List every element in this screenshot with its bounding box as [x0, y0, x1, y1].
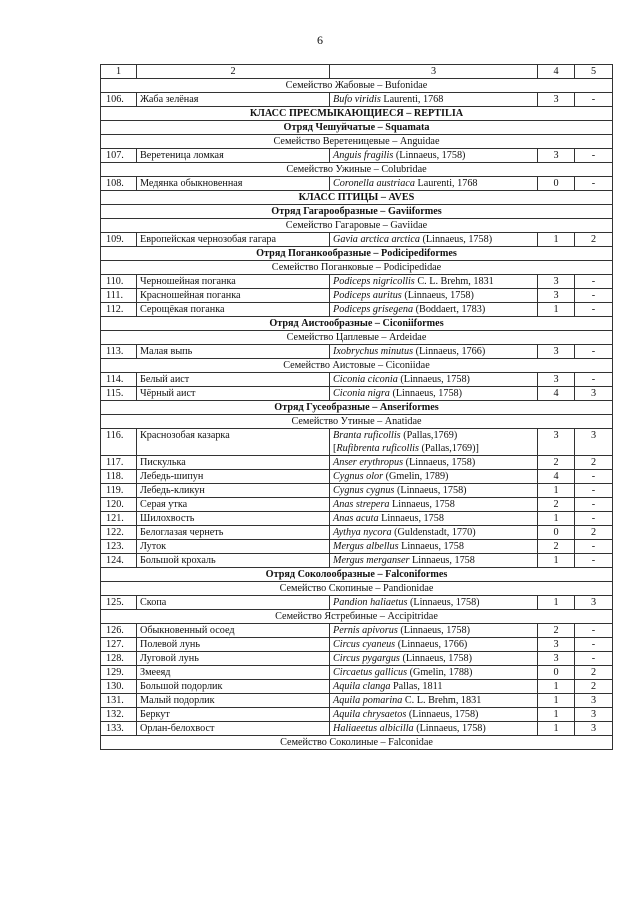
species-row [101, 526, 613, 540]
status-category: 1 [538, 512, 575, 526]
status-category: 2 [538, 624, 575, 638]
taxon-author: C. L. Brehm, 1831 [417, 276, 494, 287]
status-category: 0 [538, 666, 575, 680]
species-row [101, 596, 613, 610]
species-row [101, 694, 613, 708]
row-number: 130. [101, 680, 137, 694]
species-common-name: Большой подорлик [137, 680, 330, 694]
status-category: 1 [538, 484, 575, 498]
species-common-name: Серощёкая поганка [137, 303, 330, 317]
row-number: 133. [101, 722, 137, 736]
species-row [101, 540, 613, 554]
taxon-heading: Отряд Гагарообразные – Gaviiformes [101, 205, 613, 219]
status-category-2: - [575, 345, 613, 359]
species-common-name: Чёрный аист [137, 387, 330, 401]
status-category-2: - [575, 470, 613, 484]
row-number: 127. [101, 638, 137, 652]
status-category-2: - [575, 540, 613, 554]
taxon-author: (Guldenstadt, 1770) [394, 527, 476, 538]
column-header: 3 [330, 65, 538, 79]
species-common-name: Луток [137, 540, 330, 554]
taxon-heading-row [101, 191, 613, 205]
species-latin-cell [330, 540, 538, 554]
family-heading-row [101, 582, 613, 596]
latin-name: Cygnus olor [333, 471, 384, 482]
row-number: 120. [101, 498, 137, 512]
row-number: 116. [101, 429, 137, 456]
status-category-2: - [575, 289, 613, 303]
row-number: 112. [101, 303, 137, 317]
species-common-name: Лебедь-кликун [137, 484, 330, 498]
species-latin-cell [330, 373, 538, 387]
species-common-name: Европейская чернозобая гагара [137, 233, 330, 247]
taxon-author: Linnaeus, 1758 [381, 513, 444, 524]
species-row [101, 429, 613, 456]
family-heading: Семейство Гагаровые – Gaviidae [101, 219, 613, 233]
latin-name: Podiceps auritus [333, 290, 402, 301]
status-category-2: 2 [575, 526, 613, 540]
species-common-name: Жаба зелёная [137, 93, 330, 107]
family-heading-row [101, 79, 613, 93]
row-number: 125. [101, 596, 137, 610]
species-latin-cell [330, 456, 538, 470]
status-category-2: 3 [575, 387, 613, 401]
taxon-heading-row [101, 107, 613, 121]
latin-name: Bufo viridis [333, 94, 381, 105]
taxon-author: (Linnaeus, 1758) [404, 290, 474, 301]
taxon-author: Linnaeus, 1758 [401, 541, 464, 552]
status-category: 3 [538, 638, 575, 652]
row-number: 118. [101, 470, 137, 484]
species-latin-cell [330, 554, 538, 568]
species-common-name: Шилохвость [137, 512, 330, 526]
species-common-name: Белоглазая чернеть [137, 526, 330, 540]
row-number: 111. [101, 289, 137, 303]
latin-name: Ciconia nigra [333, 388, 390, 399]
taxon-heading-row [101, 247, 613, 261]
taxon-author: (Linnaeus, 1766) [415, 346, 486, 357]
family-heading: Семейство Ужиные – Colubridae [101, 163, 613, 177]
latin-name: Aythya nycora [333, 527, 392, 538]
row-number: 114. [101, 373, 137, 387]
status-category: 0 [538, 526, 575, 540]
latin-name: Branta ruficollis [333, 430, 401, 441]
taxon-heading-row [101, 568, 613, 582]
column-header: 2 [137, 65, 330, 79]
species-latin-cell [330, 387, 538, 401]
latin-name: Aquila chrysaetos [333, 709, 407, 720]
taxon-heading: Отряд Аистообразные – Ciconiiformes [101, 317, 613, 331]
species-common-name: Малый подорлик [137, 694, 330, 708]
row-number: 115. [101, 387, 137, 401]
taxon-author: (Linnaeus, 1758) [400, 625, 470, 636]
row-number: 132. [101, 708, 137, 722]
page-number: 6 [317, 33, 323, 47]
family-heading-row [101, 261, 613, 275]
taxon-author: (Pallas,1769) [403, 430, 458, 441]
row-number: 109. [101, 233, 137, 247]
family-heading-row [101, 331, 613, 345]
status-category-2: - [575, 512, 613, 526]
status-category: 1 [538, 694, 575, 708]
species-latin-cell [330, 708, 538, 722]
species-common-name: Черношейная поганка [137, 275, 330, 289]
family-heading-row [101, 736, 613, 750]
taxon-heading-row [101, 205, 613, 219]
taxon-heading: Отряд Поганкообразные – Podicipediformes [101, 247, 613, 261]
species-row [101, 303, 613, 317]
species-latin-cell [330, 498, 538, 512]
latin-name: Pernis apivorus [333, 625, 398, 636]
latin-name: Pandion haliaetus [333, 597, 408, 608]
status-category: 2 [538, 456, 575, 470]
taxon-author: Laurenti, 1768 [383, 94, 444, 105]
status-category: 1 [538, 303, 575, 317]
species-latin-cell [330, 596, 538, 610]
status-category: 3 [538, 652, 575, 666]
species-latin-cell [330, 177, 538, 191]
species-common-name: Скопа [137, 596, 330, 610]
family-heading: Семейство Утиные – Anatidae [101, 415, 613, 429]
status-category-2: - [575, 177, 613, 191]
species-common-name: Белый аист [137, 373, 330, 387]
species-row [101, 498, 613, 512]
taxon-author: C. L. Brehm, 1831 [404, 695, 482, 706]
latin-name: Podiceps nigricollis [333, 276, 415, 287]
species-row [101, 289, 613, 303]
species-latin-cell [330, 93, 538, 107]
latin-name: Haliaeetus albicilla [333, 723, 414, 734]
family-heading: Семейство Ястребиные – Accipitridae [101, 610, 613, 624]
family-heading-row [101, 135, 613, 149]
column-header: 4 [538, 65, 575, 79]
species-common-name: Серая утка [137, 498, 330, 512]
latin-name: Mergus merganser [333, 555, 410, 566]
status-category-2: 3 [575, 596, 613, 610]
species-latin-cell: Branta ruficollis (Pallas,1769) [Rufibrenta ruficollis (Pallas,1769)] [330, 429, 538, 456]
species-latin-cell [330, 233, 538, 247]
row-number: 122. [101, 526, 137, 540]
column-header: 1 [101, 65, 137, 79]
row-number: 131. [101, 694, 137, 708]
status-category-2: - [575, 373, 613, 387]
species-common-name: Лебедь-шипун [137, 470, 330, 484]
species-row [101, 484, 613, 498]
latin-name: Aquila pomarina [333, 695, 403, 706]
status-category-2: - [575, 484, 613, 498]
row-number: 128. [101, 652, 137, 666]
taxon-author: Linnaeus, 1758 [412, 555, 475, 566]
status-category: 3 [538, 373, 575, 387]
taxon-author: Linnaeus, 1758 [392, 499, 455, 510]
taxon-heading: Отряд Соколообразные – Falconiformes [101, 568, 613, 582]
row-number: 108. [101, 177, 137, 191]
species-row [101, 177, 613, 191]
table-header-row [101, 65, 613, 79]
taxon-heading: Отряд Гусеобразные – Anseriformes [101, 401, 613, 415]
taxon-author: (Gmelin, 1788) [409, 667, 473, 678]
species-row [101, 554, 613, 568]
species-row [101, 387, 613, 401]
status-category-2: - [575, 624, 613, 638]
latin-name: Aquila clanga [333, 681, 391, 692]
row-number: 121. [101, 512, 137, 526]
species-row [101, 345, 613, 359]
family-heading: Семейство Жабовые – Bufonidae [101, 79, 613, 93]
species-latin-cell [330, 722, 538, 736]
latin-name: Anas acuta [333, 513, 379, 524]
species-row [101, 275, 613, 289]
status-category: 0 [538, 177, 575, 191]
species-latin-cell [330, 624, 538, 638]
status-category-2: 2 [575, 680, 613, 694]
status-category: 1 [538, 708, 575, 722]
status-category: 3 [538, 275, 575, 289]
species-common-name: Обыкновенный осоед [137, 624, 330, 638]
species-row [101, 93, 613, 107]
row-number: 129. [101, 666, 137, 680]
family-heading-row [101, 219, 613, 233]
species-common-name: Красношейная поганка [137, 289, 330, 303]
species-row [101, 652, 613, 666]
latin-name: Circus pygargus [333, 653, 400, 664]
taxon-author: Pallas, 1811 [393, 681, 443, 692]
taxon-heading-row [101, 401, 613, 415]
latin-name: Circus cyaneus [333, 639, 396, 650]
status-category: 4 [538, 470, 575, 484]
species-common-name: Малая выпь [137, 345, 330, 359]
latin-name: Mergus albellus [333, 541, 399, 552]
species-latin-cell [330, 638, 538, 652]
status-category-2: 2 [575, 233, 613, 247]
family-heading-row [101, 163, 613, 177]
latin-name: Anser erythropus [333, 457, 404, 468]
row-number: 113. [101, 345, 137, 359]
latin-name: Circaetus gallicus [333, 667, 408, 678]
species-common-name: Полевой лунь [137, 638, 330, 652]
family-heading: Семейство Скопиные – Pandionidae [101, 582, 613, 596]
status-category-2: 3 [575, 708, 613, 722]
species-latin-cell [330, 694, 538, 708]
latin-name: Anas strepera [333, 499, 390, 510]
species-latin-cell [330, 470, 538, 484]
species-common-name: Пискулька [137, 456, 330, 470]
species-row [101, 149, 613, 163]
species-row [101, 470, 613, 484]
latin-name: Gavia arctica arctica [333, 234, 420, 245]
row-number: 110. [101, 275, 137, 289]
row-number: 123. [101, 540, 137, 554]
status-category: 3 [538, 345, 575, 359]
latin-name: Coronella austriaca [333, 178, 415, 189]
species-latin-cell [330, 680, 538, 694]
species-common-name: Краснозобая казарка [137, 429, 330, 456]
species-latin-cell [330, 484, 538, 498]
status-category-2: 2 [575, 456, 613, 470]
row-number: 107. [101, 149, 137, 163]
status-category: 3 [538, 289, 575, 303]
status-category-2: 2 [575, 666, 613, 680]
taxon-author: (Linnaeus, 1758) [392, 388, 463, 399]
family-heading-row [101, 610, 613, 624]
species-row [101, 680, 613, 694]
status-category-2: 3 [575, 722, 613, 736]
status-category-2: 3 [575, 429, 613, 456]
species-common-name: Веретеница ломкая [137, 149, 330, 163]
column-header: 5 [575, 65, 613, 79]
status-category-2: - [575, 303, 613, 317]
status-category: 1 [538, 680, 575, 694]
taxon-author: (Linnaeus, 1758) [422, 234, 493, 245]
family-heading: Семейство Поганковые – Podicipedidae [101, 261, 613, 275]
taxon-heading: КЛАСС ПТИЦЫ – AVES [101, 191, 613, 205]
species-table [100, 64, 613, 750]
taxon-author: (Linnaeus, 1758) [409, 597, 480, 608]
latin-name: Ixobrychus minutus [333, 346, 414, 357]
taxon-author: (Boddaert, 1783) [415, 304, 486, 315]
family-heading: Семейство Цаплевые – Ardeidae [101, 331, 613, 345]
species-row [101, 512, 613, 526]
species-row [101, 666, 613, 680]
status-category: 1 [538, 596, 575, 610]
taxon-author: (Linnaeus, 1758) [408, 709, 479, 720]
species-latin-cell [330, 652, 538, 666]
species-row [101, 624, 613, 638]
taxon-heading: КЛАСС ПРЕСМЫКАЮЩИЕСЯ – REPTILIA [101, 107, 613, 121]
taxon-author: (Linnaeus, 1758) [400, 374, 470, 385]
taxon-heading-row [101, 317, 613, 331]
species-common-name: Медянка обыкновенная [137, 177, 330, 191]
species-latin-cell [330, 666, 538, 680]
species-row [101, 708, 613, 722]
status-category-2: - [575, 652, 613, 666]
latin-name: Podiceps grisegena [333, 304, 414, 315]
species-row [101, 722, 613, 736]
family-heading-row [101, 415, 613, 429]
taxon-heading-row [101, 121, 613, 135]
species-common-name: Беркут [137, 708, 330, 722]
species-common-name: Большой крохаль [137, 554, 330, 568]
row-number: 124. [101, 554, 137, 568]
family-heading: Семейство Веретеницевые – Anguidae [101, 135, 613, 149]
latin-name: Ciconia ciconia [333, 374, 398, 385]
row-number: 119. [101, 484, 137, 498]
status-category-2: - [575, 275, 613, 289]
species-latin-cell [330, 303, 538, 317]
taxon-author: (Gmelin, 1789) [385, 471, 449, 482]
species-row [101, 638, 613, 652]
status-category: 3 [538, 149, 575, 163]
status-category: 2 [538, 540, 575, 554]
status-category: 1 [538, 233, 575, 247]
latin-synonym: Rufibrenta ruficollis [336, 443, 419, 454]
status-category-2: - [575, 554, 613, 568]
taxon-author: (Linnaeus, 1758) [395, 150, 466, 161]
latin-name: Cygnus cygnus [333, 485, 395, 496]
taxon-author: (Linnaeus, 1758) [405, 457, 476, 468]
family-heading-row [101, 359, 613, 373]
species-latin-cell [330, 345, 538, 359]
row-number: 117. [101, 456, 137, 470]
status-category-2: - [575, 638, 613, 652]
status-category: 1 [538, 722, 575, 736]
taxon-author: Laurenti, 1768 [417, 178, 478, 189]
family-heading: Семейство Аистовые – Ciconiidae [101, 359, 613, 373]
status-category: 1 [538, 554, 575, 568]
family-heading: Семейство Соколиные – Falconidae [101, 736, 613, 750]
status-category-2: - [575, 93, 613, 107]
latin-name: Anguis fragilis [333, 150, 394, 161]
species-latin-cell [330, 512, 538, 526]
species-row [101, 456, 613, 470]
status-category: 2 [538, 498, 575, 512]
status-category: 3 [538, 429, 575, 456]
species-latin-cell [330, 289, 538, 303]
species-latin-cell [330, 526, 538, 540]
row-number: 106. [101, 93, 137, 107]
species-row [101, 373, 613, 387]
species-latin-cell [330, 149, 538, 163]
taxon-author: (Linnaeus, 1766) [397, 639, 468, 650]
taxon-author: (Linnaeus, 1758) [402, 653, 473, 664]
species-common-name: Луговой лунь [137, 652, 330, 666]
taxon-author: (Linnaeus, 1758) [416, 723, 486, 734]
taxon-author: (Linnaeus, 1758) [396, 485, 467, 496]
species-common-name: Змееяд [137, 666, 330, 680]
status-category-2: 3 [575, 694, 613, 708]
taxon-heading: Отряд Чешуйчатые – Squamata [101, 121, 613, 135]
status-category-2: - [575, 149, 613, 163]
species-latin-cell [330, 275, 538, 289]
species-row [101, 233, 613, 247]
synonym-author: (Pallas,1769) [421, 443, 476, 454]
species-common-name: Орлан-белохвост [137, 722, 330, 736]
status-category: 3 [538, 93, 575, 107]
status-category-2: - [575, 498, 613, 512]
row-number: 126. [101, 624, 137, 638]
status-category: 4 [538, 387, 575, 401]
